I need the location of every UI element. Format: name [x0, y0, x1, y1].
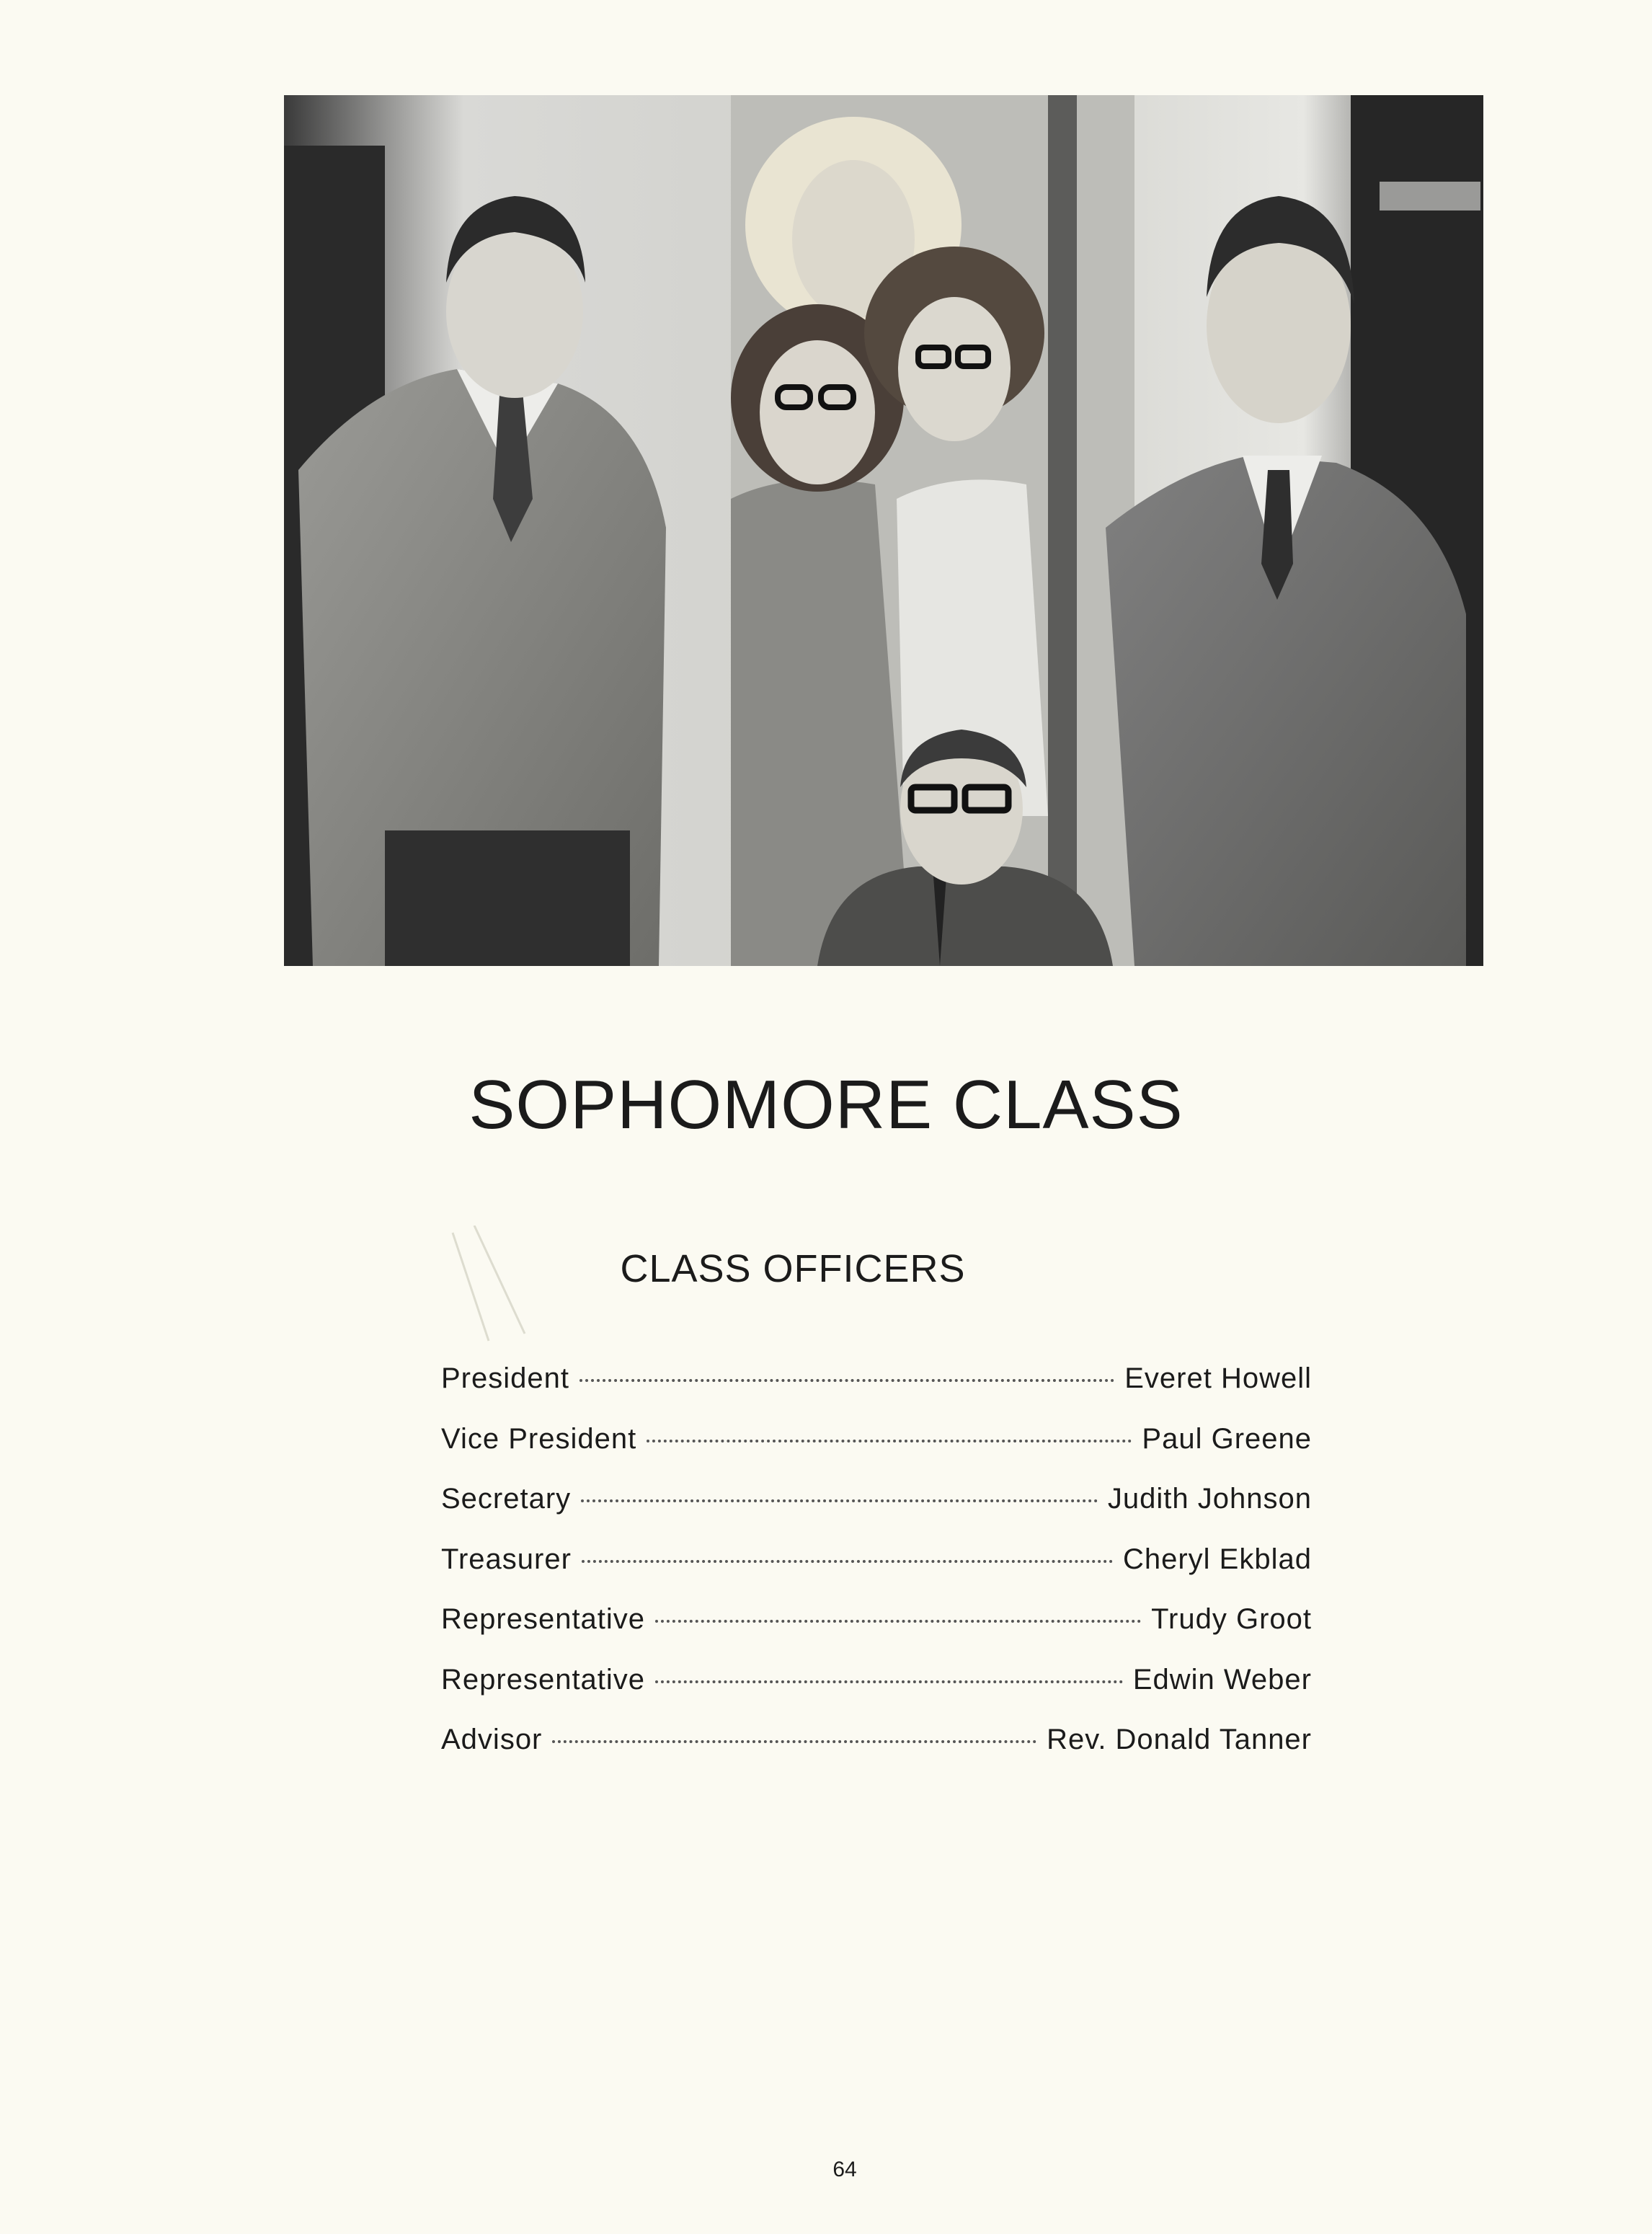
dot-leader	[581, 1499, 1098, 1502]
class-officers-photo	[284, 95, 1483, 966]
officer-name: Paul Greene	[1142, 1422, 1312, 1455]
officer-name: Edwin Weber	[1132, 1663, 1312, 1696]
dot-leader	[552, 1740, 1036, 1743]
officer-role: Secretary	[441, 1483, 572, 1515]
dot-leader	[579, 1379, 1114, 1382]
officer-role: Treasurer	[441, 1543, 572, 1575]
officer-row	[441, 1596, 1312, 1657]
officer-role: Representative	[441, 1603, 646, 1635]
dot-leader	[655, 1620, 1141, 1623]
officer-name: Cheryl Ekblad	[1122, 1543, 1312, 1575]
officer-row	[441, 1657, 1312, 1717]
officer-name: Rev. Donald Tanner	[1047, 1724, 1312, 1755]
officer-row	[441, 1476, 1312, 1536]
officer-row	[441, 1716, 1312, 1777]
officer-row	[441, 1536, 1312, 1597]
dot-leader	[582, 1560, 1113, 1563]
officer-name: Trudy Groot	[1151, 1603, 1312, 1635]
section-subtitle: CLASS OFFICERS	[620, 1247, 966, 1290]
officer-role: President	[441, 1362, 569, 1394]
officer-name: Judith Johnson	[1107, 1483, 1312, 1515]
officer-name: Everet Howell	[1124, 1362, 1312, 1394]
officer-role: Advisor	[441, 1724, 543, 1755]
officer-list	[441, 1355, 1312, 1777]
officer-role: Representative	[441, 1663, 646, 1696]
page-number: 64	[832, 2158, 857, 2181]
dot-leader	[655, 1680, 1123, 1683]
photo-illustration	[284, 95, 1483, 966]
officer-row	[441, 1416, 1312, 1476]
dot-leader	[647, 1440, 1132, 1442]
page-title: SOPHOMORE CLASS	[468, 1066, 1184, 1143]
middle-woman	[731, 304, 911, 966]
officer-role: Vice President	[441, 1422, 637, 1455]
officer-row	[441, 1355, 1312, 1416]
